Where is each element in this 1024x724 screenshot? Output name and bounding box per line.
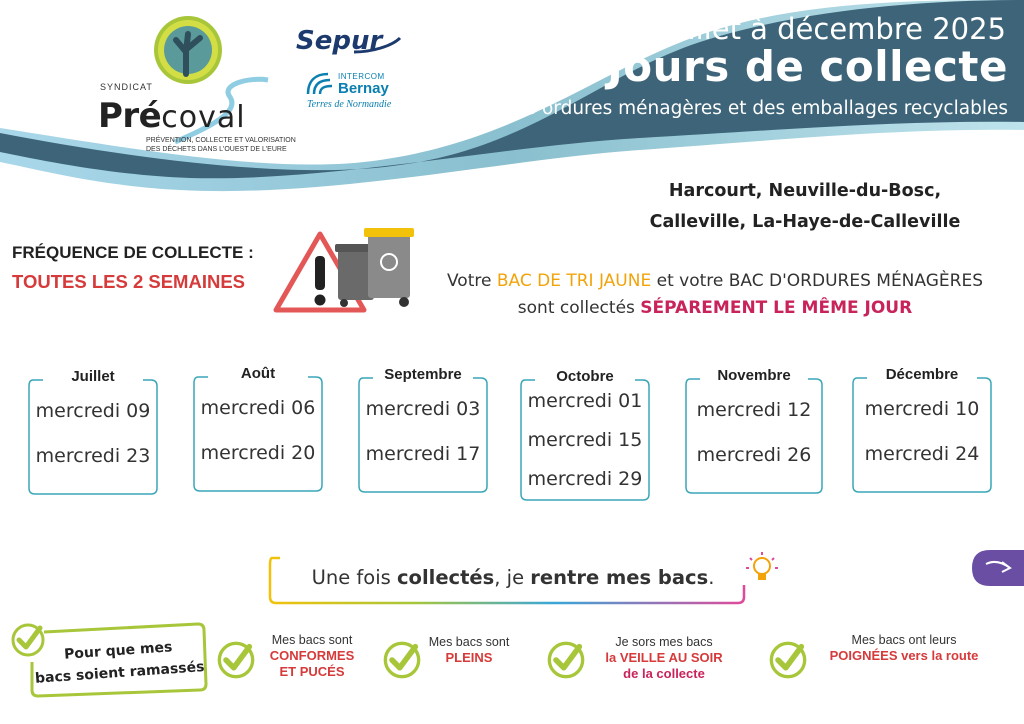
check-icon: [546, 640, 586, 680]
month-name: Septembre: [384, 366, 462, 383]
month-card-december: [851, 366, 983, 494]
month-card-august: [192, 365, 324, 493]
month-dates: [27, 400, 159, 490]
check-icon: [216, 640, 256, 680]
collection-date: mercredi 20: [200, 442, 316, 464]
household-bin-label: BAC D'ORDURES MÉNAGÈRES: [728, 271, 983, 291]
collection-date: mercredi 15: [527, 429, 643, 451]
rule-compliant: [252, 632, 372, 680]
next-arrow-icon: [972, 550, 1024, 586]
rule-highlight: ET PUCÉS: [279, 664, 345, 679]
collection-date: mercredi 01: [527, 390, 643, 412]
collection-date: mercredi 10: [864, 398, 980, 420]
notice-line-2: [415, 295, 1015, 322]
terres-label: Terres de Normandie: [307, 99, 392, 110]
collection-date: mercredi 29: [527, 468, 643, 490]
bernay-label: Bernay: [338, 80, 389, 97]
notice-text: sont collectés: [517, 298, 641, 318]
page-title: Jours de collecte: [607, 42, 1008, 91]
rule-text: Mes bacs sont: [271, 633, 353, 647]
month-dates: [357, 398, 489, 488]
collection-date: mercredi 09: [35, 400, 151, 422]
collection-date: mercredi 24: [864, 443, 980, 465]
tip-text: Une fois: [311, 566, 397, 589]
rule-highlight: CONFORMES: [269, 648, 355, 663]
precoval-pre: Pré: [98, 96, 162, 136]
notice-text: Votre: [446, 271, 497, 291]
collection-date: mercredi 12: [696, 399, 812, 421]
month-name: Décembre: [885, 366, 959, 383]
month-card-july: [27, 368, 159, 496]
month-name: Octobre: [556, 368, 614, 385]
month-dates: [519, 390, 651, 507]
rules-intro-line: Pour que mes: [63, 639, 173, 663]
collection-date: mercredi 23: [35, 445, 151, 467]
tip-text: , je: [494, 566, 531, 589]
towns-list: [620, 176, 990, 238]
collection-date: mercredi 06: [200, 397, 316, 419]
sepur-swoosh-icon: [352, 36, 402, 56]
sepur-logo: Sepur: [296, 26, 383, 56]
month-name: Août: [240, 365, 276, 382]
yellow-bin-label: BAC DE TRI JAUNE: [496, 271, 652, 291]
tip-bold: rentre mes bacs: [530, 566, 709, 589]
notice-text: et votre: [651, 271, 729, 291]
rules-intro-line: bacs soient ramassés: [34, 659, 205, 687]
bernay-logo-icon: [304, 70, 334, 98]
collection-date: mercredi 17: [365, 443, 481, 465]
rule-highlight: PLEINS: [445, 650, 493, 665]
collection-date: mercredi 03: [365, 398, 481, 420]
precoval-tagline-line1: PRÉVENTION, COLLECTE ET VALORISATION: [146, 137, 296, 144]
rule-highlight: la VEILLE AU SOIR: [605, 650, 723, 665]
frequency-label: FRÉQUENCE DE COLLECTE :: [12, 243, 254, 262]
rule-text: Mes bacs sont: [428, 635, 510, 649]
collection-date: mercredi 26: [696, 444, 812, 466]
logo-syndicat-text: SYNDICAT: [100, 82, 153, 92]
bring-bins-back-tip: [268, 566, 758, 589]
rule-highlight: POIGNÉES vers la route: [829, 648, 979, 663]
rule-full: [414, 634, 524, 666]
month-card-november: [684, 367, 816, 495]
towns-line-1: Harcourt, Neuville-du-Bosc,: [668, 181, 942, 201]
precoval-tagline-line2: DES DÉCHETS DANS L'OUEST DE L'EURE: [146, 146, 287, 153]
check-icon: [768, 640, 808, 680]
intercom-label: INTERCOM: [338, 72, 385, 81]
month-card-september: [357, 366, 489, 494]
tip-bold: collectés: [397, 566, 495, 589]
rule-handles: [806, 632, 1002, 664]
month-dates: [192, 397, 324, 487]
bins-icon: [330, 224, 420, 309]
rule-text: Je sors mes bacs: [615, 635, 713, 649]
frequency-value: TOUTES LES 2 SEMAINES: [12, 271, 246, 292]
page-subtitle: des ordures ménagères et des emballages recyclables: [503, 98, 1008, 119]
separate-collection-notice: [415, 268, 1015, 322]
month-dates: [684, 399, 824, 489]
month-name: Juillet: [71, 368, 115, 385]
notice-line-1: [415, 268, 1015, 295]
tip-text: .: [708, 566, 715, 589]
towns-line-2: Calleville, La-Haye-de-Calleville: [649, 212, 961, 232]
rule-text: Mes bacs ont leurs: [851, 633, 957, 647]
notice-emphasis: SÉPAREMENT LE MÊME JOUR: [640, 298, 913, 318]
rule-evening-before: [584, 634, 744, 682]
month-card-october: [519, 368, 651, 496]
collection-period: Juillet à décembre 2025: [660, 12, 1006, 46]
month-name: Novembre: [717, 367, 791, 384]
month-dates: [851, 398, 993, 488]
precoval-coval: coval: [161, 100, 246, 135]
rule-highlight: de la collecte: [623, 666, 705, 681]
precoval-tagline: [146, 136, 296, 154]
precoval-wordmark: [98, 96, 246, 136]
